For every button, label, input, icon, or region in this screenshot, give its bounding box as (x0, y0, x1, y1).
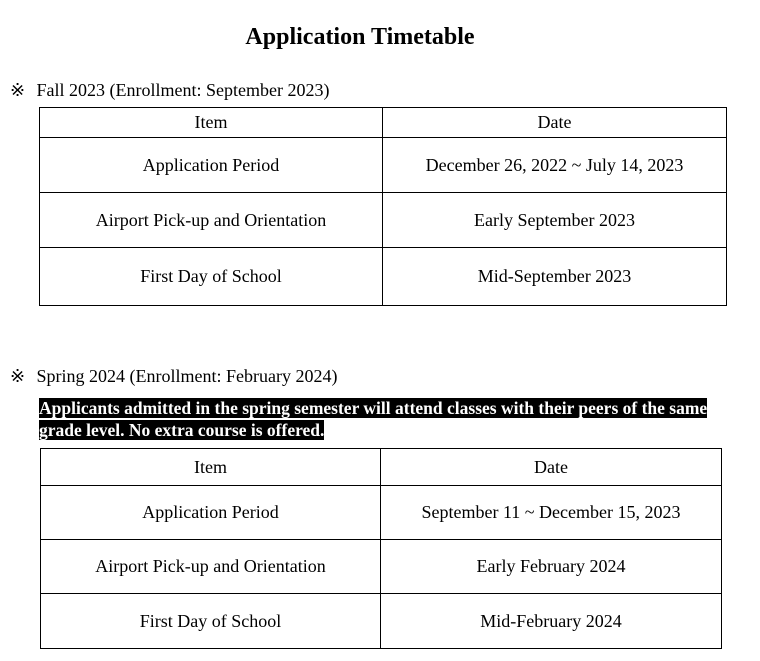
item-cell: First Day of School (41, 594, 381, 649)
table-header-row (41, 449, 722, 486)
item-cell: Application Period (40, 138, 383, 193)
table-row (40, 248, 727, 306)
spring-section-heading (10, 365, 337, 387)
item-cell: Application Period (41, 486, 381, 540)
page-title: Application Timetable (245, 24, 475, 50)
table-row (41, 540, 722, 594)
date-cell: December 26, 2022 ~ July 14, 2023 (383, 138, 727, 193)
item-cell: Airport Pick-up and Orientation (40, 193, 383, 248)
spring-notice (39, 397, 719, 441)
date-cell: Mid-September 2023 (383, 248, 727, 306)
date-cell: Early February 2024 (381, 540, 722, 594)
table-row (41, 486, 722, 540)
date-cell: September 11 ~ December 15, 2023 (381, 486, 722, 540)
spring-notice-text: Applicants admitted in the spring semester will attend classes with their peers of the same grade level. No extra course is offered. (39, 398, 708, 440)
column-header-date: Date (383, 108, 727, 138)
table-row (40, 193, 727, 248)
column-header-date: Date (381, 449, 722, 486)
table-header-row (40, 108, 727, 138)
reference-mark-icon: ※ (10, 80, 26, 100)
column-header-item: Item (40, 108, 383, 138)
item-cell: First Day of School (40, 248, 383, 306)
item-cell: Airport Pick-up and Orientation (41, 540, 381, 594)
spring-heading-text: Spring 2024 (Enrollment: February 2024) (36, 366, 338, 386)
table-row (41, 594, 722, 649)
date-cell: Mid-February 2024 (381, 594, 722, 649)
date-cell: Early September 2023 (383, 193, 727, 248)
table-row (40, 138, 727, 193)
fall-timetable (39, 107, 727, 306)
column-header-item: Item (41, 449, 381, 486)
fall-heading-text: Fall 2023 (Enrollment: September 2023) (36, 80, 330, 100)
reference-mark-icon: ※ (10, 366, 26, 386)
fall-section-heading (10, 79, 329, 101)
spring-timetable (40, 448, 722, 649)
